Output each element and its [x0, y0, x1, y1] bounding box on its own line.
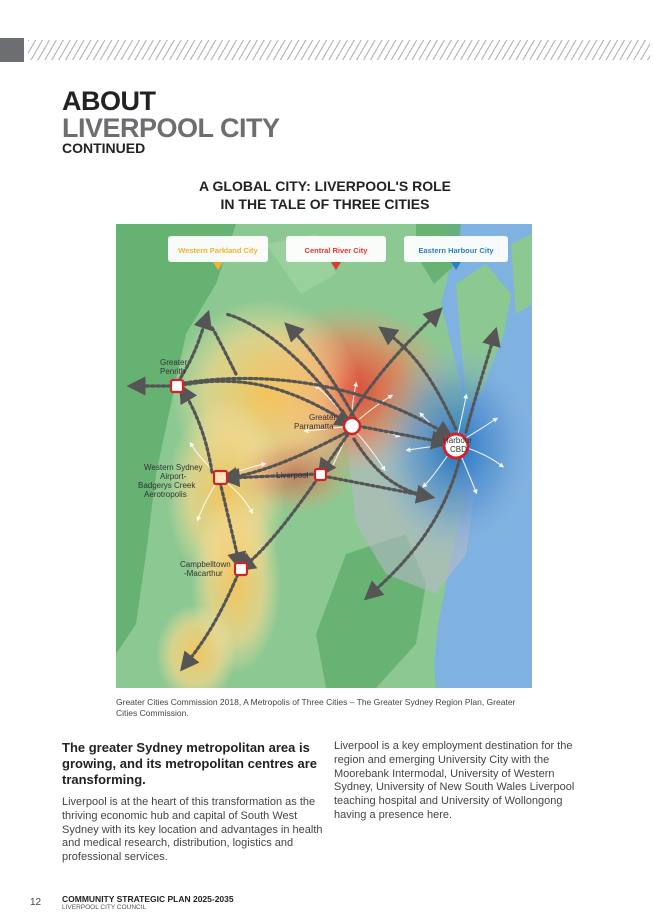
label-campbelltown-line2: -Macarthur	[184, 569, 223, 578]
legend-eastern-label: Eastern Harbour City	[418, 246, 494, 255]
footer-council-name: LIVERPOOL CITY COUNCIL	[62, 904, 147, 911]
label-parramatta-line1: Greater	[309, 413, 337, 422]
heading-liverpool-city: LIVERPOOL CITY	[62, 113, 280, 143]
map-svg	[116, 224, 532, 688]
page-number: 12	[30, 897, 42, 908]
header-band	[0, 38, 653, 62]
heading-about: ABOUT	[62, 86, 156, 116]
content-right-column	[334, 740, 596, 823]
penrith-marker	[171, 380, 183, 392]
label-airport-line4: Aerotropolis	[144, 490, 187, 499]
footer-plan-title: COMMUNITY STRATEGIC PLAN 2025-2035	[62, 894, 234, 904]
label-harbour-line2: CBD	[450, 445, 467, 454]
lead-statement: The greater Sydney metropolitan area is growing, and its metropolitan centres are transforming.	[62, 740, 317, 787]
map-title-line2: IN THE TALE OF THREE CITIES	[220, 196, 430, 212]
liverpool-marker	[315, 469, 326, 480]
parramatta-marker	[344, 418, 360, 434]
label-airport-line2: Airport-	[160, 472, 187, 481]
label-penrith-line1: Greater	[160, 358, 188, 367]
map-title	[116, 177, 534, 213]
header-hatch-pattern	[28, 40, 650, 60]
three-cities-map	[116, 224, 532, 688]
label-airport-line1: Western Sydney	[144, 463, 203, 472]
map-legend	[168, 236, 508, 270]
content-left-column	[62, 740, 324, 865]
map-title-line1: A GLOBAL CITY: LIVERPOOL'S ROLE	[199, 178, 451, 194]
label-harbour-line1: Harbour	[443, 436, 472, 445]
header-square	[0, 38, 24, 62]
campbelltown-marker	[235, 563, 247, 575]
legend-western-label: Western Parkland City	[178, 246, 258, 255]
right-body-text: Liverpool is a key employment destination for the region and emerging University City with the Moorebank Intermodal, University of Western Sydney, University of New South Wales Liverpool teaching hospital and University of Wollongong having a presence here.	[334, 740, 575, 821]
label-liverpool: Liverpool	[276, 471, 309, 480]
label-penrith-line2: Penrith	[160, 367, 186, 376]
left-body-text: Liverpool is at the heart of this transformation as the thriving economic hub and capital of South West Sydney with its key location and advantages in health and medical research, distribution, logistics and professional services.	[62, 796, 323, 864]
aerotropolis-marker	[214, 471, 227, 484]
heading-continued: CONTINUED	[62, 140, 146, 156]
map-caption: Greater Cities Commission 2018, A Metropolis of Three Cities – The Greater Sydney Region Plan, Greater Cities Commission.	[116, 697, 516, 718]
legend-central-label: Central River City	[304, 246, 368, 255]
label-airport-line3: Badgerys Creek	[138, 481, 196, 490]
label-parramatta-line2: Parramatta	[294, 422, 334, 431]
label-campbelltown-line1: Campbelltown	[180, 560, 231, 569]
